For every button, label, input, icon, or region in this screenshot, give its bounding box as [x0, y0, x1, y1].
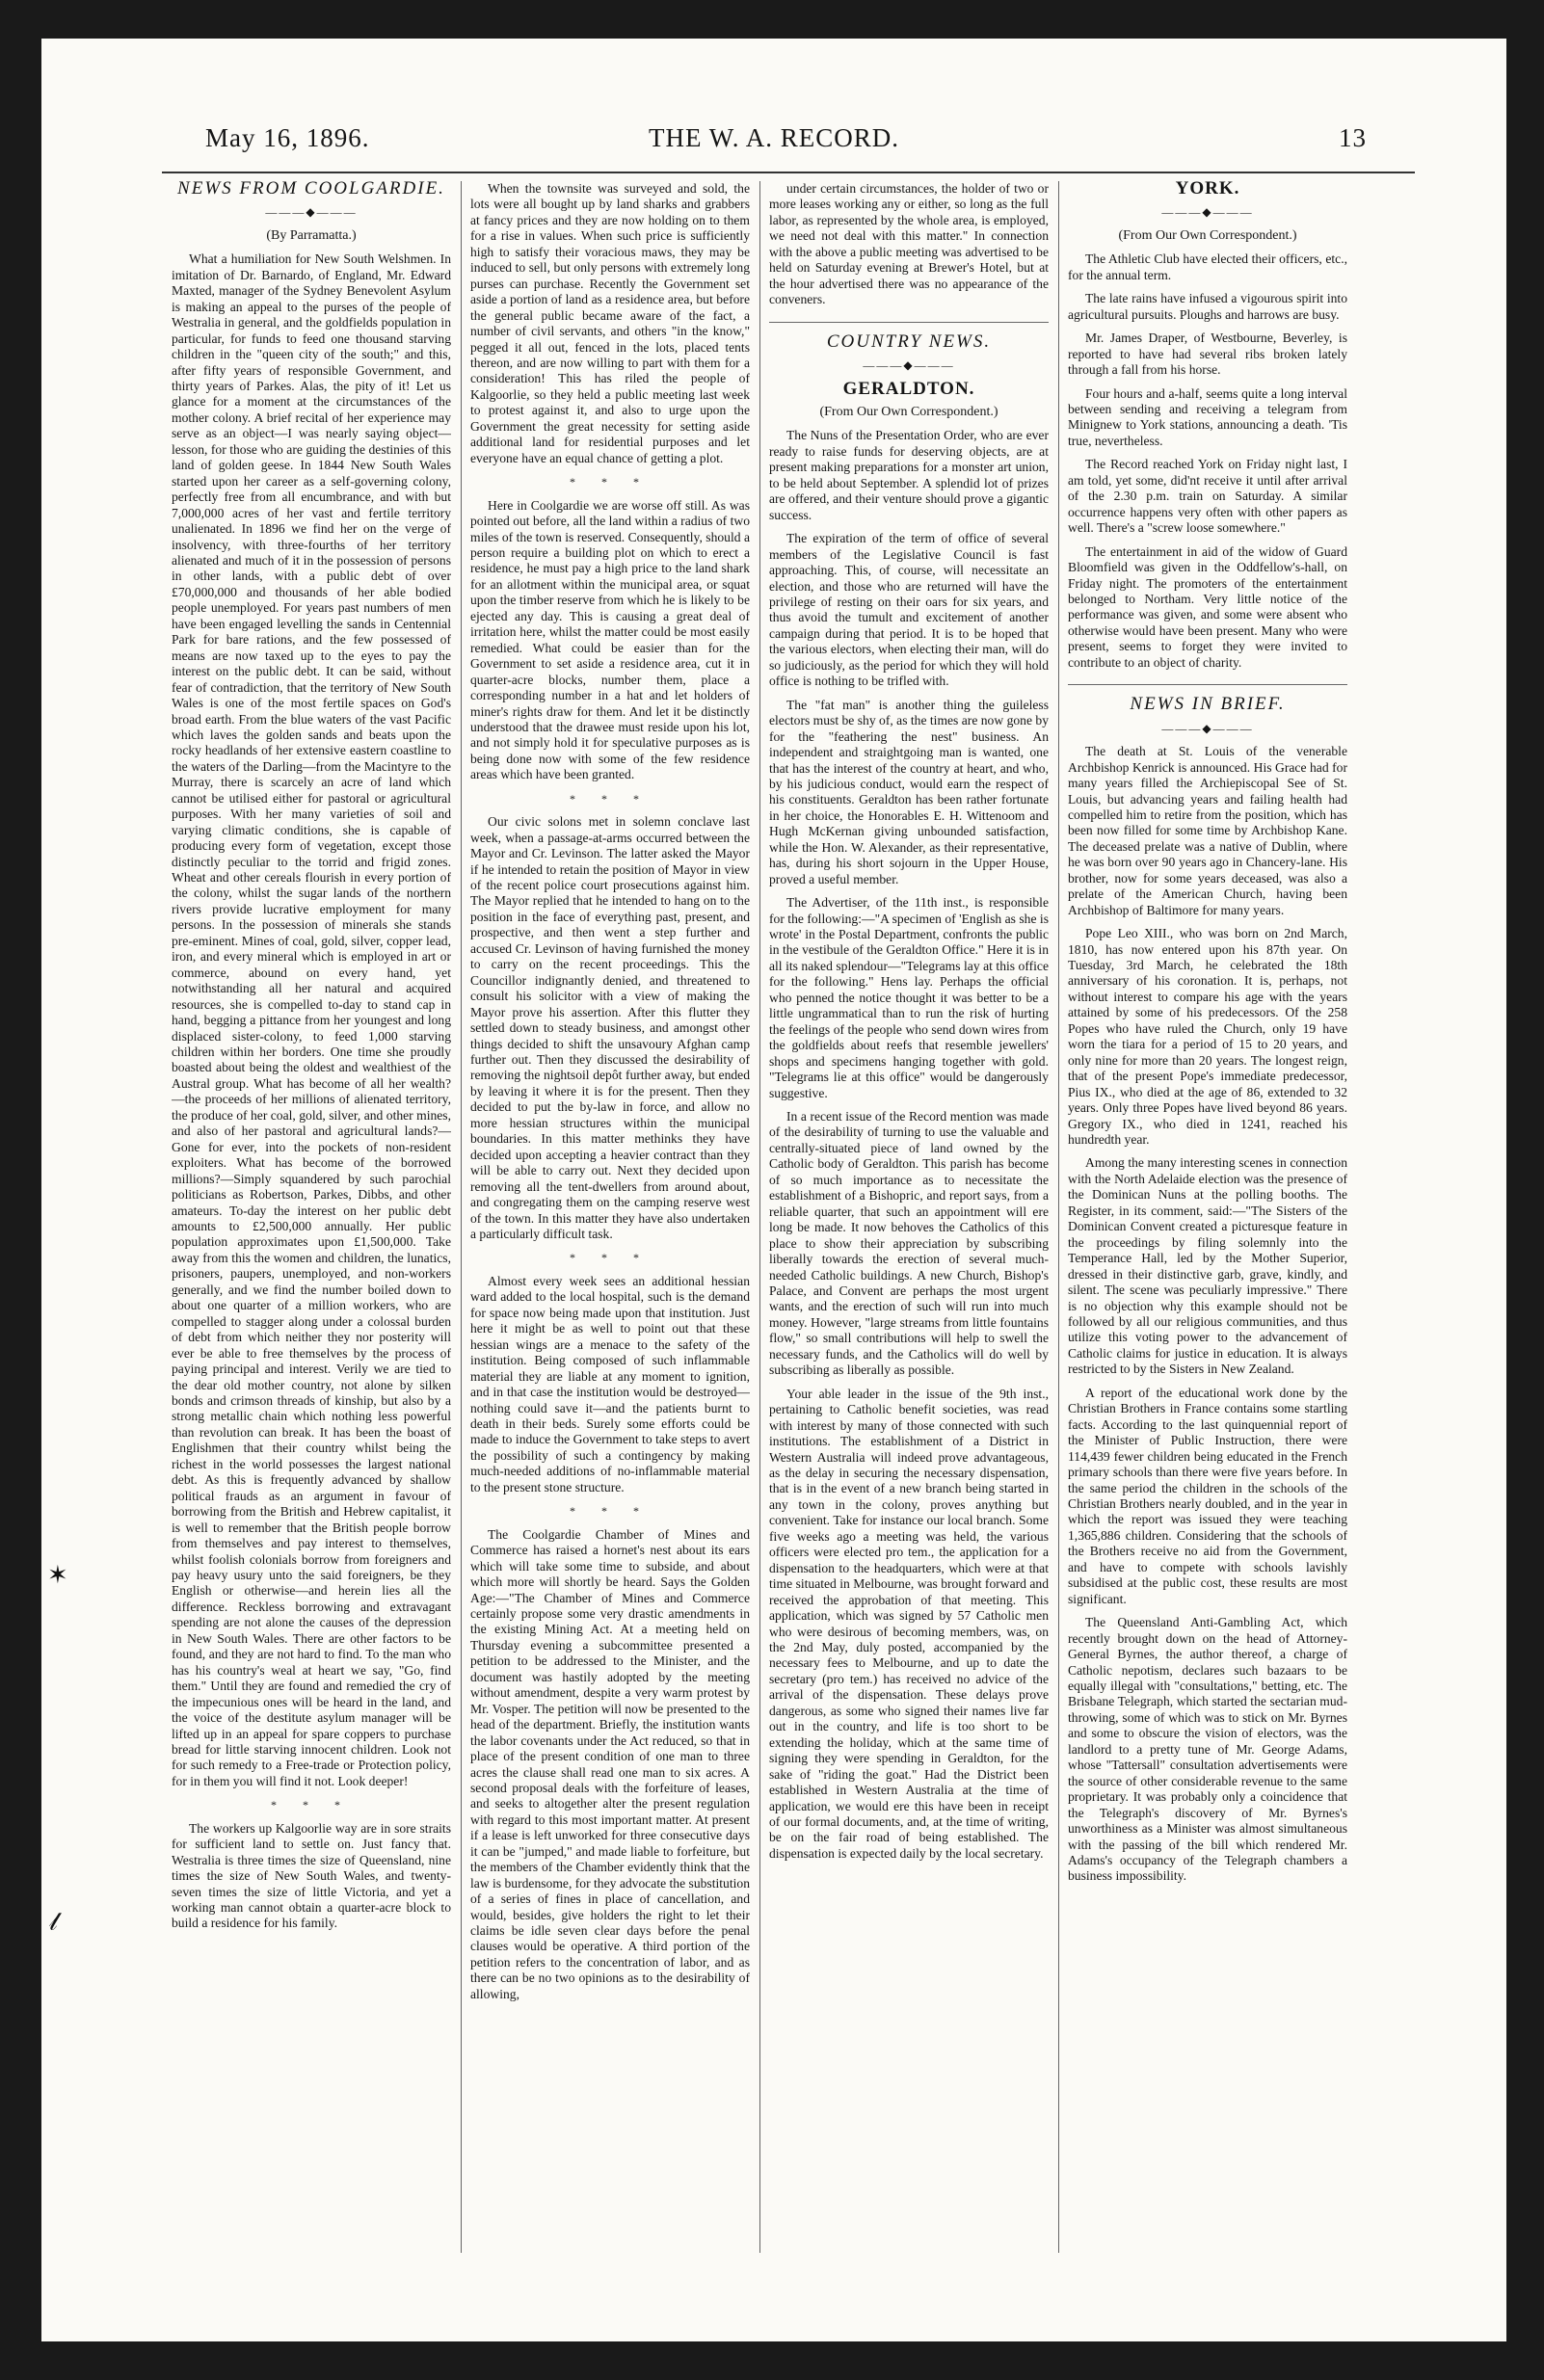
- masthead: [41, 116, 1506, 173]
- paragraph: The Advertiser, of the 11th inst., is responsible for the following:—"A specimen of 'English as she is wrote' in the Postal Department, confronts the public in the vestibule of the Geraldton Office." Here it is in all its naked splendour—"Telegrams lay at this office for the following." Hens lay. Perhaps the official who penned the notice thought it was better to be a little ungrammatical than to run the risk of hurting the feelings of the people who send down wires from the goldfields about reefs that resemble jewellers' shops and specimens hanging together with gold. "Telegrams lie at this office" would be dangerously suggestive.: [769, 895, 1049, 1100]
- section-stars: * * *: [271, 1798, 352, 1812]
- heading-ornament: ———◆———: [1161, 205, 1254, 220]
- article-heading-coolgardie: NEWS FROM COOLGARDIE.: [177, 181, 445, 198]
- paragraph: Pope Leo XIII., who was born on 2nd March, 1810, has now entered upon his 87th year. On Tuesday, 3rd March, he celebrated the 18th anniversary of his coronation. It is, perhaps, not without interest to compare his age with the years attained by some of his predecessors. Of the 258 Popes who have ruled the Church, only 19 have worn the tiara for a period of 15 to 20 years, and only nine for more than 20 years. The longest reign, that of the present Pope's immediate predecessor, Pius IX., who died at the age of 86, extended to 32 years. Only three Popes have lived beyond 86 years. Gregory IX., who died in 1241, reached his hundredth year.: [1068, 926, 1347, 1148]
- section-heading-news-in-brief: NEWS IN BRIEF.: [1130, 694, 1286, 715]
- heading-ornament: ———◆———: [863, 358, 955, 373]
- section-heading-country-news: COUNTRY NEWS.: [826, 331, 992, 352]
- paragraph: The expiration of the term of office of several members of the Legislative Council is fast approaching. This, of course, will necessitate an election, and those who are returned will have the privilege of resting on their oars for six years, and thus avoid the tumult and excitement of another campaign during that period. It is to be hoped that the various electors, when electing their man, will do so judiciously, as the period for which they will hold office is nothing to be trifled with.: [769, 531, 1049, 689]
- section-divider: [1068, 684, 1347, 685]
- sub-heading-geraldton: GERALDTON.: [842, 378, 975, 399]
- column-1: [172, 181, 451, 2253]
- paragraph: The Athletic Club have elected their officers, etc., for the annual term.: [1068, 251, 1347, 282]
- section-stars: * * *: [570, 475, 651, 489]
- masthead-date: May 16, 1896.: [205, 123, 370, 152]
- paragraph: The entertainment in aid of the widow of Guard Bloomfield was given in the Oddfellow's-hall, on Friday night. The promoters of the entertainment belonged to Northam. Very little notice of the performance was given, and some were absent who otherwise would have been present. Many who were present, seems to forget they were invited to contribute to an object of charity.: [1068, 543, 1347, 670]
- paragraph: The death at St. Louis of the venerable Archbishop Kenrick is announced. His Grace had for many years filled the Archiepiscopal See of St. Louis, but advancing years and failing health had compelled him to retire from the position, which has been now filled for some time by Archbishop Kane. The deceased prelate was a native of Dublin, where he was born over 90 years ago in Chancery-lane. His brother, now for some years deceased, was also a prelate of the American Church, having been Archbishop of Baltimore for many years.: [1068, 744, 1347, 917]
- paragraph: The Coolgardie Chamber of Mines and Commerce has raised a hornet's nest about its ears which will take some time to subside, and about which more will shortly be heard. Says the Golden Age:—"The Chamber of Mines and Commerce certainly propose some very drastic amendments in the existing Mining Act. At a meeting held on Thursday evening a subcommittee presented a petition to be addressed to the Minister, and the document was hastily adopted by the meeting without amendment, despite a very warm protest by Mr. Vosper. The petition will now be presented to the head of the department. Briefly, the institution wants the labor covenants under the Act reduced, so that in place of the present condition of one man to three acres the clause shall read one man to six acres. A second proposal deals with the forfeiture of leases, and seeks to altogether alter the present regulation with regard to this most important matter. At present if a lease is left unworked for three consecutive days it can be "jumped," and made liable to forfeiture, but the members of the Chamber evidently think that the law is burdensome, for they advocate the substitution of a series of fines in place of cancellation, and would, besides, give holders the right to let their claims be idle seven clear days before the penal clauses would be operative. A third portion of the petition refers to the concentration of labor, and as there can be no two opinions as to the desirability of allowing,: [470, 1526, 750, 2001]
- section-stars: * * *: [570, 1504, 651, 1519]
- paragraph: Here in Coolgardie we are worse off still. As was pointed out before, all the land within a radius of two miles of the town is reserved. Consequently, should a person require a building plot on which to erect a residence, he must pay a high price to the land shark for an allotment within the municipal area, or squat upon the timber reserve from which he is likely to be ejected any day. This is causing a great deal of irritation here, whilst the matter could be most easily remedied. What could be easier than for the Government to set aside a residence area, cut it in quarter-acre blocks, number them, place a corresponding number in a hat and let holders of miner's rights draw for them. And let it be distinctly understood that the drawee must reside upon his lot, and not simply hold it for speculative purposes as is being done now with some of the few residence areas which have been granted.: [470, 497, 750, 782]
- paragraph: Mr. James Draper, of Westbourne, Beverley, is reported to have had several ribs broken lately through a fall from his horse.: [1068, 331, 1347, 378]
- column-3: [769, 181, 1049, 2253]
- section-stars: * * *: [570, 791, 651, 806]
- byline-correspondent: (From Our Own Correspondent.): [1118, 227, 1297, 243]
- column-rule: [1058, 181, 1059, 2253]
- paragraph: In a recent issue of the Record mention was made of the desirability of turning to use the valuable and centrally-situated piece of land owned by the Catholic body of Geraldton. This parish has become of so much importance as to necessitate the establishment of a Bishopric, and report says, from a reliable quarter, that such an appointment will ere long be made. It now behoves the Catholics of this place to show their appreciation by subscribing liberally towards the erection of several much-needed Catholic buildings. A new Church, Bishop's Palace, and Convent are perhaps the most urgent wants, and the erection of such will run into much money. However, "large streams from little fountains flow," so small contributions will help to swell the necessary funds, and the Catholics will do well by subscribing as liberally as possible.: [769, 1109, 1049, 1378]
- paragraph: What a humiliation for New South Welshmen. In imitation of Dr. Barnardo, of England, Mr. Edward Maxted, manager of the Sydney Benevolent Asylum is making an appeal to the purses of the people of Westralia in general, and the goldfields population in particular, for funds to feed one thousand starving children in the "queen city of the south;" and this, after fifty years of responsible Government, and thirty years of Parkes. Alas, the pity of it! Let us glance for a moment at the circumstances of the mother colony. A brief recital of her experience may serve as an object—I was nearly saying object—lesson, for those who are guiding the destinies of this land of golden geese. In 1844 New South Wales started upon her career as a self-governing colony, perfectly free from all encumbrance, and with but 7,000,000 acres of her vast and fertile territory unalienated. In 1896 we find her on the verge of insolvency, with three-fourths of her territory alienated and much of it in the possession of persons in other lands, with a public debt of over £70,000,000 and thousands of her able bodied people unemployed. For years past numbers of men have been engaged levelling the sands in Centennial Park for bare rations, and the few possessed of means are now taxed up to the eyes to pay the interest on the public debt. It can be said, without fear of contradiction, that the territory of New South Wales is one of the most fertile spaces on God's broad earth. From the blue waters of the vast Pacific which laves the golden sands and beats upon the rocky headlands of her extensive eastern coastline to the waters of the Darling—from the Macintyre to the Murray, there is scarcely an acre of land which cannot be utilised either for pastoral or agricultural purposes. With her many varieties of soil and varying climatic conditions, she is capable of producing every form of vegetation, except those distinctly peculiar to the torrid and frigid zones. Wheat and other cereals flourish in every portion of the colony, whilst the sugar lands of the northern rivers provide lucrative employment for many persons. In the possession of minerals she stands pre-eminent. Mines of coal, gold, silver, copper lead, iron, and every mineral which is employed in art or commerce, abound on every hand, yet notwithstanding all her natural and acquired resources, she is compelled to-day to stand cap in hand, begging a pittance from her youngest and long displaced sister-colony, to feed 1,000 starving children within her borders. One time she proudly boasted about being the oldest and wealthiest of the Austral group. What has become of all her wealth?—the proceeds of her millions of alienated territory, the produce of her coal, gold, silver, and other mines, and also of her pastoral and agricultural lands?—Gone for ever, into the pockets of non-resident exploiters. What has become of the borrowed millions?—Simply squandered by such parochial politicians as Robertson, Parkes, Dibbs, and other amateurs. To-day the interest on her public debt amounts to £2,500,000 annually. Her public population approximates upon £1,500,000. Take away from this the women and children, the lunatics, prisoners, paupers, unemployed, and non-workers generally, and we find the number boiled down to about one quarter of a million workers, who are compelled to stagger along under a colossal burden of debt from which neither they nor posterity will ever be able to free themselves by the process of paying principal and interest. Verily we are tied to the dear old mother country, not alone by silken bonds and crimson threads of kinship, but also by a strong metallic chain which nothing less powerful than revolution can break. It has been the boast of Englishmen that their country whilst being the richest in the world possesses the largest national debt. As this is frequently advanced by shallow political frauds as an argument in favour of borrowing from the British and Hebrew capitalist, it is well to remember that the British people borrow from themselves and pay interest to themselves, whilst foolish colonials borrow from foreigners and pay heavy usury unto the said foreigners, be they English or otherwise—and herein lies all the difference. Reckless borrowing and extravagant spending are not alone the causes of the depression in New South Wales. There are other factors to be found, and they are not hard to find. To the man who has his country's weal at heart we say, "Go, find them." Until they are found and remedied the cry of the impecunious ones will be heard in the land, and the voice of the destitute asylum manager will be lifted up in an appeal for spare coppers to purchase bread for little starving innocent children. Look not for such remedy to a Free-trade or Protection policy, for in them you will find it not. Look deeper!: [172, 251, 451, 1788]
- paragraph: Among the many interesting scenes in connection with the North Adelaide election was the presence of the Dominican Nuns at the polling booths. The Register, in its comment, said:—"The Sisters of the Dominican Convent created a picturesque feature in the proceedings by filing solemnly into the Temperance Hall, led by the Mother Superior, dressed in their distinctive garb, grave, kindly, and silent. The scene was peculiarly impressive." There is no objection why this example should not be followed by all our religious communities, and thus utilize this voting power to the advancement of Catholic claims for justice in education. It is always restricted to by the Sisters in New Zealand.: [1068, 1155, 1347, 1377]
- section-stars: * * *: [570, 1251, 651, 1265]
- paragraph: The workers up Kalgoorlie way are in sore straits for sufficient land to settle on. Just fancy that. Westralia is three times the size of Queensland, nine times the size of New South Wales, and twenty-seven times the size of little Victoria, and yet a working man cannot obtain a quarter-acre block to build a residence for his family.: [172, 1820, 451, 1931]
- margin-mark-star: ✶: [47, 1561, 68, 1589]
- paragraph: The Queensland Anti-Gambling Act, which recently brought down on the head of Attorney-General Byrnes, the author thereof, a charge of Catholic nepotism, declares such bazaars to be equally illegal with "consultations," betting, etc. The Brisbane Telegraph, which started the sectarian mud-throwing, some of which was to stick on Mr. Byrnes and some to obscure the vision of electors, was the landlord to a pretty tune of Mr. George Adams, whose "Tattersall" consultation advertisements were the source of other considerable revenue to the same proprietary. It was probably only a coincidence that the Telegraph's discovery of Mr. Byrnes's unworthiness as a Minister was almost simultaneous with the passing of the bill which rendered Mr. Adams's occupancy of the Telegraph chambers a business impossibility.: [1068, 1615, 1347, 1884]
- paragraph: Four hours and a-half, seems quite a long interval between sending and receiving a telegram from Minignew to York stations, announcing a death. 'Tis true, nevertheless.: [1068, 385, 1347, 448]
- paragraph: under certain circumstances, the holder of two or more leases working any or either, so long as the full labor, as represented by the whole area, is employed, we need not deal with this matter." In connection with the above a public meeting was advertised to be held on Saturday evening at Brewer's Hotel, but at the hour advertised there was no appearance of the conveners.: [769, 181, 1049, 307]
- paragraph: The Record reached York on Friday night last, I am told, yet some, did'nt receive it until after arrival of the 2.30 p.m. train on Saturday. A similar occurrence happens very often with other papers as well. There's a "screw loose somewhere.": [1068, 457, 1347, 536]
- column-4: [1068, 181, 1347, 2253]
- paragraph: Our civic solons met in solemn conclave last week, when a passage-at-arms occurred between the Mayor and Cr. Levinson. The latter asked the Mayor if he intended to retain the position of Mayor in view of the recent police court prosecutions against him. The Mayor replied that he intended to hang on to the position in the face of everything past, present, and prospective, and then went a step further and accused Cr. Levinson of having furnished the money to carry on the recent proceedings. This the Councillor indignantly denied, and threatened to consult his solicitor with a view of making the Mayor prove his assertion. After this flutter they settled down to steady business, and amongst other things decided to shift the unsavoury Afghan camp further out. Then they discussed the desirability of removing the nightsoil depôt further away, but ended by leaving it where it is for the present. Then they decided to put the by-law in force, and allow no more hessian structures within the municipal boundaries. In this matter methinks they have decided upon accepting a heavier contract than they will be able to carry out. Next they decided upon removing all the tent-dwellers from around about, and congregating them on the camping reserve west of the town. In this matter they have also undertaken a particularly difficult task.: [470, 814, 750, 1241]
- section-divider: [769, 322, 1049, 323]
- masthead-rule: [162, 172, 1415, 173]
- paragraph: When the townsite was surveyed and sold, the lots were all bought up by land sharks and grabbers at fancy prices and they are now holding on to them for a rise in values. When such price is sufficiently high to satisfy their voracious maws, they may be induced to sell, but only persons with extremely long purses can purchase. Recently the Government set aside a portion of land as a residence area, but before the general public became aware of the fact, a number of civil servants, and others "in the know," pegged it all out, fenced in the lots, placed tents thereon, and are now willing to part with them for a consideration! This has riled the people of Kalgoorlie, so they held a public meeting last week to protest against it, and also to urge upon the Government the great necessity for setting aside additional land for residential purposes and let everyone have an equal chance of getting a plot.: [470, 181, 750, 465]
- column-rule: [461, 181, 462, 2253]
- newspaper-page: [41, 39, 1506, 2341]
- heading-ornament: ———◆———: [1161, 721, 1254, 735]
- paragraph: Your able leader in the issue of the 9th inst., pertaining to Catholic benefit societies, was read with interest by many of those connected with such institutions. The establishment of a District in Western Australia will indeed prove advantageous, as the delay in securing the necessary dispensation, that is in the event of a new branch being started in any town in the colony, proves anything but convenient. Take for instance our local branch. Some five weeks ago a meeting was held, the various officers were elected pro tem., the application for a dispensation to the headquarters, which were at that time situated in Melbourne, was brought forward and received the approbation of that meeting. This application, which was signed by 57 Catholic men who were desirous of becoming members, was, on the 2nd May, duly posted, accompanied by the necessary fees to Melbourne, and up to date the secretary (pro tem.) has received no advice of the arrival of the dispensation. These delays prove dangerous, as some who signed their names live far out in the country, and life is too short to be extending the holiday, which at the same time of signing they were spending in Geraldton, for the sake of "riding the goat." Had the District been established in Western Australia at the time of application, we would ere this have been in receipt of our formal documents, and, at the time of writing, be on the fair road of being established. The dispensation is expected daily by the local secretary.: [769, 1386, 1049, 1861]
- column-2: [470, 181, 750, 2253]
- margin-mark-script: 𝓁: [49, 1908, 58, 1936]
- paragraph: The late rains have infused a vigourous spirit into agricultural pursuits. Ploughs and harrows are busy.: [1068, 291, 1347, 322]
- page-number: 13: [1339, 123, 1367, 152]
- paragraph: Almost every week sees an additional hessian ward added to the local hospital, such is the demand for space now being made upon that institution. Just here it might be as well to point out that these hessian wings are a menace to the safety of the institution. Being composed of such inflammable material they are liable at any moment to ignition, and in that case the institution would be destroyed—nothing could save it—and the patients burnt to death in their beds. Surely some efforts could be made to induce the Government to take steps to avert the possibility of such a contingency by making much-needed additions of no-inflammable material to the present stone structure.: [470, 1273, 750, 1494]
- byline-parramatta: (By Parramatta.): [266, 227, 357, 243]
- byline-correspondent: (From Our Own Correspondent.): [819, 404, 998, 419]
- paragraph: The Nuns of the Presentation Order, who are ever ready to raise funds for deserving objects, are at present making preparations for a monster art union, to be held about September. A splendid lot of prizes are offered, and their venture should prove a gigantic success.: [769, 428, 1049, 522]
- paragraph: A report of the educational work done by the Christian Brothers in France contains some startling facts. According to the last quinquennial report of the Minister of Public Instruction, there were 114,439 fewer children being educated in the French primary schools than there were five years before. In the same period the children in the schools of the Christian Brothers nearly doubled, and in the year in which the report was issued they were teaching 1,365,886 children. Considering that the schools of the Brothers receive no aid from the Government, and have to compete with schools lavishly subsidised at the public cost, these results are most significant.: [1068, 1385, 1347, 1606]
- masthead-title: THE W. A. RECORD.: [648, 123, 900, 152]
- column-rule: [759, 181, 760, 2253]
- heading-ornament: ———◆———: [265, 205, 358, 220]
- paragraph: The "fat man" is another thing the guileless electors must be shy of, as the times are now gone by for the "feathering the nest" business. An independent and straightgoing man is wanted, one that has the interest of the country at heart, and who, by his judicious conduct, would earn the respect of his constituents. Geraldton has been rather fortunate in her choice, the Honorables E. H. Wittenoom and Hugh McKernan giving unbounded satisfaction, while the Hon. W. Alexander, as their representative, has, during his short sojourn in the Upper House, proved a useful member.: [769, 697, 1049, 886]
- section-heading-york: YORK.: [1175, 181, 1240, 198]
